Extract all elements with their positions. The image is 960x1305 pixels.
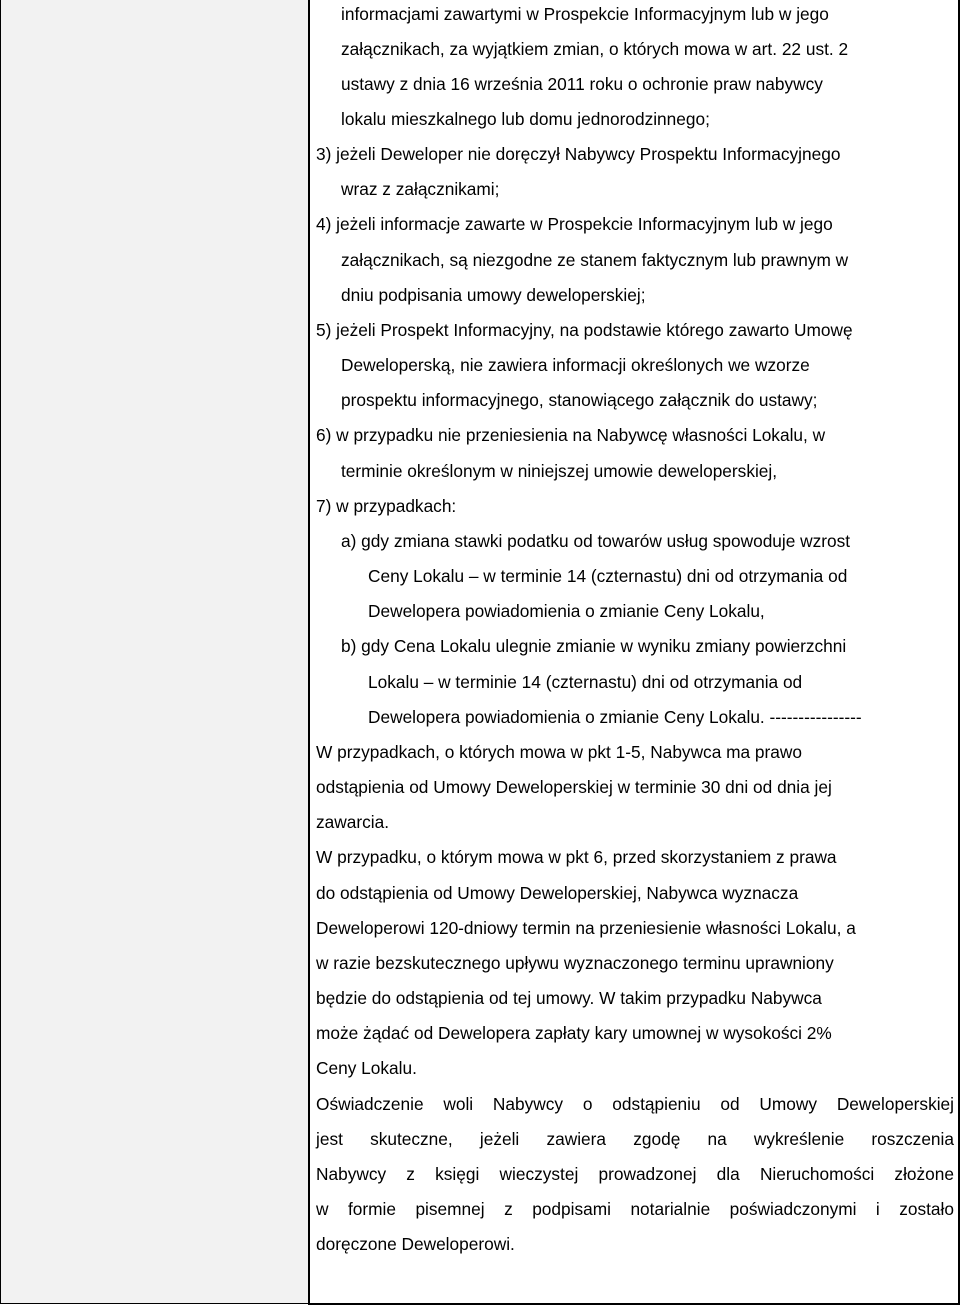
paragraph-line: odstąpienia od Umowy Deweloperskiej w terminie 30 dni od dnia jej xyxy=(316,777,832,797)
paragraph-line: w razie bezskutecznego upływu wyznaczonego terminu uprawniony xyxy=(316,953,834,973)
text-line: załącznikach, są niezgodne ze stanem faktycznym lub prawnym w xyxy=(341,250,849,270)
text-line: załącznikach, za wyjątkiem zmian, o których mowa w art. 22 ust. 2 xyxy=(341,39,849,59)
text-line: dniu podpisania umowy deweloperskiej; xyxy=(341,285,646,305)
paragraph-line: może żądać od Dewelopera zapłaty kary umownej w wysokości 2% xyxy=(316,1023,832,1043)
text-line: Dewelopera powiadomienia o zmianie Ceny Lokalu, xyxy=(368,601,765,621)
sub-list-item: a) gdy zmiana stawki podatku od towarów usług spowoduje wzrost xyxy=(341,531,851,551)
text-line: Dewelopera powiadomienia o zmianie Ceny Lokalu. ---------------- xyxy=(368,707,862,727)
paragraph-line: Oświadczenie woli Nabywcy o odstąpieniu od Umowy Deweloperskiej xyxy=(316,1094,954,1114)
text-line: terminie określonym w niniejszej umowie deweloperskiej, xyxy=(341,461,778,481)
paragraph-line: jest skuteczne, jeżeli zawiera zgodę na wykreślenie roszczenia xyxy=(316,1129,954,1149)
text-line: wraz z załącznikami; xyxy=(341,179,500,199)
list-item: 5) jeżeli Prospekt Informacyjny, na podstawie którego zawarto Umowę xyxy=(316,320,853,340)
list-item: 7) w przypadkach: xyxy=(316,496,457,516)
table-left-column xyxy=(0,0,308,1304)
paragraph-line: Ceny Lokalu. xyxy=(316,1058,417,1078)
text-line: Lokalu – w terminie 14 (czternastu) dni od otrzymania od xyxy=(368,672,803,692)
paragraph-line: do odstąpienia od Umowy Deweloperskiej, Nabywca wyznacza xyxy=(316,883,799,903)
text-line: lokalu mieszkalnego lub domu jednorodzinnego; xyxy=(341,109,710,129)
paragraph-line: będzie do odstąpienia od tej umowy. W takim przypadku Nabywca xyxy=(316,988,822,1008)
text-line: informacjami zawartymi w Prospekcie Informacyjnym lub w jego xyxy=(341,4,829,24)
paragraph-line: Deweloperowi 120-dniowy termin na przeniesienie własności Lokalu, a xyxy=(316,918,856,938)
column-divider xyxy=(308,0,310,1305)
list-item: 3) jeżeli Deweloper nie doręczył Nabywcy Prospektu Informacyjnego xyxy=(316,144,841,164)
paragraph-line: w formie pisemnej z podpisami notarialnie poświadczonymi i zostało xyxy=(316,1199,954,1219)
paragraph-line: doręczone Deweloperowi. xyxy=(316,1234,515,1254)
text-line: prospektu informacyjnego, stanowiącego załącznik do ustawy; xyxy=(341,390,818,410)
sub-list-item: b) gdy Cena Lokalu ulegnie zmianie w wyniku zmiany powierzchni xyxy=(341,636,847,656)
paragraph-line: W przypadkach, o których mowa w pkt 1-5, Nabywca ma prawo xyxy=(316,742,802,762)
paragraph-line: W przypadku, o którym mowa w pkt 6, przed skorzystaniem z prawa xyxy=(316,847,837,867)
text-line: Ceny Lokalu – w terminie 14 (czternastu) dni od otrzymania od xyxy=(368,566,848,586)
text-line: Deweloperską, nie zawiera informacji określonych we wzorze xyxy=(341,355,810,375)
list-item: 6) w przypadku nie przeniesienia na Nabywcę własności Lokalu, w xyxy=(316,425,826,445)
paragraph-line: zawarcia. xyxy=(316,812,389,832)
text-line: ustawy z dnia 16 września 2011 roku o ochronie praw nabywcy xyxy=(341,74,823,94)
paragraph-line: Nabywcy z księgi wieczystej prowadzonej dla Nieruchomości złożone xyxy=(316,1164,954,1184)
list-item: 4) jeżeli informacje zawarte w Prospekcie Informacyjnym lub w jego xyxy=(316,214,833,234)
